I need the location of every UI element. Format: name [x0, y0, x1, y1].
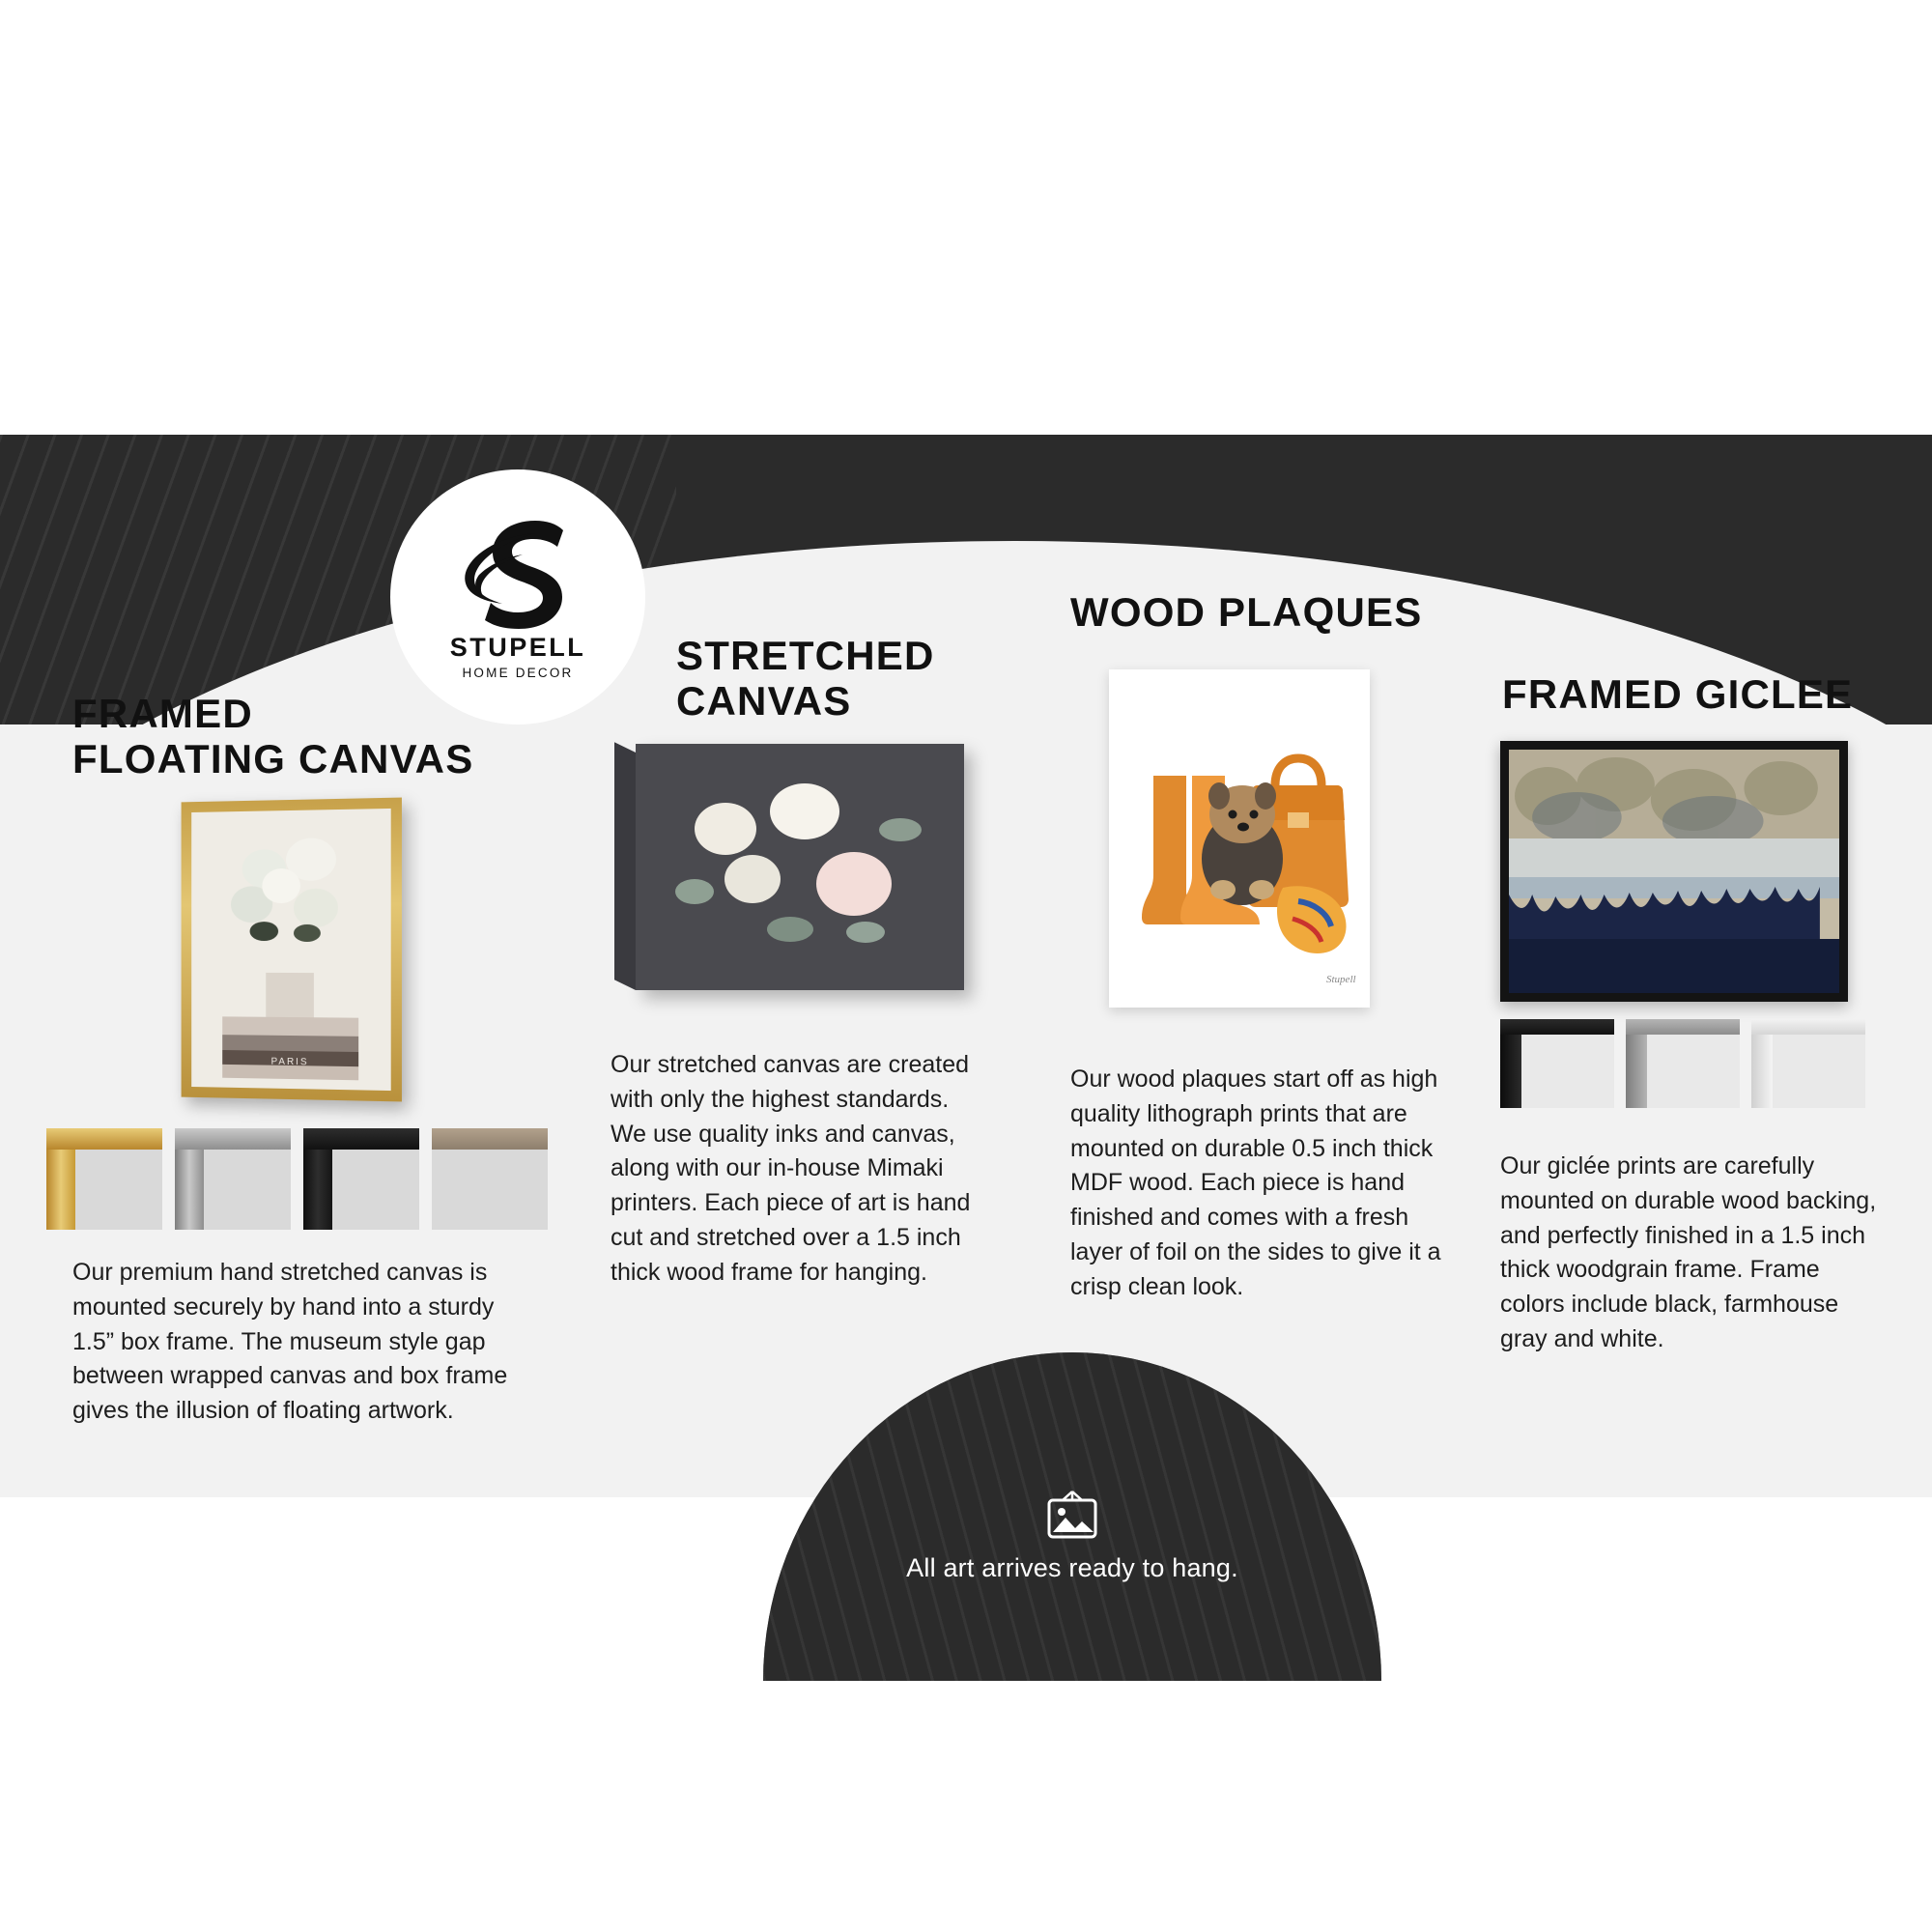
- handbag-boots-dog-illustration: [1109, 669, 1370, 1008]
- abstract-landscape-illustration: [1509, 750, 1839, 993]
- giclee-swatch-black: [1500, 1019, 1614, 1108]
- brand-logo: [390, 469, 645, 724]
- canvas-side-edge: [614, 742, 636, 990]
- swatch-top-edge: [175, 1128, 291, 1150]
- flower-shape: [294, 888, 338, 926]
- title-line-1: FRAMED: [72, 691, 253, 736]
- section-title-framed-floating-canvas: [72, 691, 575, 781]
- title-line-2: CANVAS: [676, 678, 852, 724]
- footer-arc: [763, 1352, 1381, 1681]
- frame-swatch-black: [303, 1128, 419, 1230]
- swatch-top-edge: [46, 1128, 162, 1150]
- section-body-framed-giclee: Our giclée prints are carefully mounted on durable wood backing, and perfectly finished in a 1.5 inch thick woodgrain frame. Frame colors include black, farmhouse gray and white.: [1500, 1152, 1877, 1352]
- giclee-swatch-white: [1751, 1019, 1865, 1108]
- giclee-swatch-gray: [1626, 1019, 1740, 1108]
- framed-picture-icon: [1037, 1488, 1107, 1546]
- section-body-framed-floating-canvas: Our premium hand stretched canvas is mounted securely by hand into a sturdy 1.5” box frame. The museum style gap between wrapped canvas and box frame gives the illusion of floating artwork.: [72, 1259, 508, 1424]
- vase-shape: [266, 973, 314, 1017]
- swatch-top-edge: [1626, 1019, 1740, 1035]
- framed-floating-canvas-artwork: [182, 798, 402, 1102]
- book-stack-shape: [222, 1016, 357, 1080]
- frame-swatch-silver: [175, 1128, 291, 1230]
- stupell-swoosh-logo-icon: [460, 515, 576, 629]
- flower-shape: [695, 803, 756, 855]
- leaf-shape: [250, 922, 279, 941]
- flower-shape: [262, 868, 300, 903]
- svg-text:Stupell: Stupell: [1326, 974, 1356, 985]
- framed-giclee-artwork: [1500, 741, 1848, 1002]
- leaf-shape: [767, 917, 813, 942]
- artwork-caption: PARIS: [270, 1056, 309, 1068]
- section-title-stretched-canvas: [676, 633, 995, 724]
- section-title-wood-plaques: [1070, 589, 1495, 635]
- artwork-canvas: [191, 809, 390, 1091]
- swatch-top-edge: [432, 1128, 548, 1150]
- leaf-shape: [879, 818, 922, 841]
- section-body-stretched-canvas: Our stretched canvas are created with only the highest standards. We use quality inks and canvas, along with our in-house Mimaki printers. Each piece of art is hand cut and stretched over a 1.5 inch thick wood frame for hanging.: [611, 1051, 971, 1286]
- leaf-shape: [294, 924, 321, 942]
- brand-name: STUPELL: [449, 632, 586, 662]
- section-title-framed-giclee: [1502, 671, 1918, 717]
- swatch-top-edge: [1751, 1019, 1865, 1035]
- frame-swatch-woodgrain: [432, 1128, 548, 1230]
- flower-shape: [816, 852, 892, 916]
- title-line-2: FLOATING CANVAS: [72, 736, 474, 782]
- swatch-fill: [1521, 1035, 1614, 1108]
- frame-swatch-list: [46, 1128, 549, 1230]
- flower-shape: [724, 855, 781, 903]
- leaf-shape: [675, 879, 714, 904]
- giclee-canvas: [1509, 750, 1839, 993]
- frame-swatch-gold: [46, 1128, 162, 1230]
- swatch-fill: [1647, 1035, 1740, 1108]
- footer-text: All art arrives ready to hang.: [906, 1553, 1238, 1582]
- title-line-1: FRAMED GICLEE: [1502, 671, 1854, 717]
- wood-plaque-artwork: [1109, 669, 1370, 1008]
- stretched-canvas-artwork: [636, 744, 964, 990]
- flower-shape: [770, 783, 839, 839]
- swatch-top-edge: [303, 1128, 419, 1150]
- section-body-wood-plaques: Our wood plaques start off as high quality lithograph prints that are mounted on durable 0.5 inch thick MDF wood. Each piece is hand finished and comes with a fresh layer of foil on the sides to give it a crisp clean look.: [1070, 1065, 1441, 1300]
- title-line-1: WOOD PLAQUES: [1070, 589, 1423, 635]
- brand-tagline: HOME DECOR: [462, 665, 574, 680]
- title-line-1: STRETCHED: [676, 633, 935, 678]
- swatch-top-edge: [1500, 1019, 1614, 1035]
- swatch-fill: [1773, 1035, 1865, 1108]
- leaf-shape: [846, 922, 885, 943]
